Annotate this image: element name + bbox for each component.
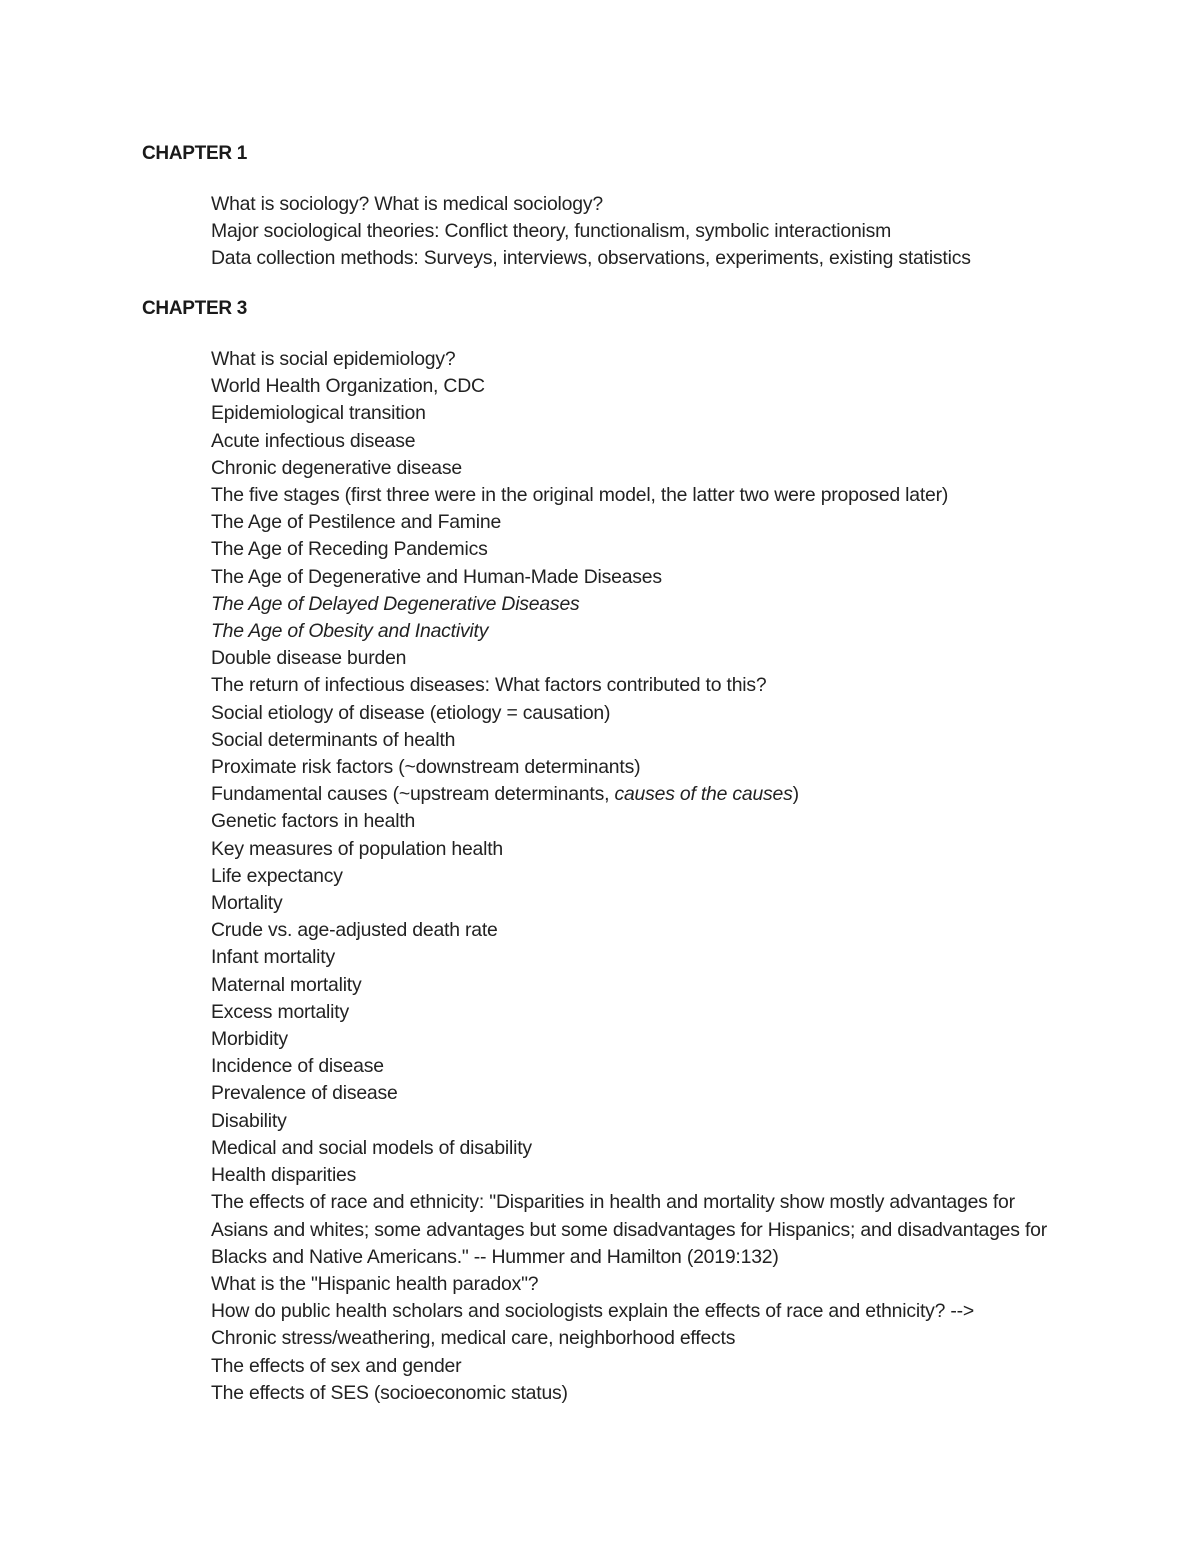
list-item: Data collection methods: Surveys, interviews, observations, experiments, existing statistics bbox=[211, 247, 971, 270]
list-item: Medical and social models of disability bbox=[211, 1136, 532, 1159]
list-item: Chronic degenerative disease bbox=[211, 456, 462, 479]
list-item: Health disparities bbox=[211, 1164, 357, 1187]
list-item: The effects of sex and gender bbox=[211, 1354, 462, 1377]
list-item-fundamental-causes bbox=[211, 781, 1071, 808]
list-item: Maternal mortality bbox=[211, 973, 362, 996]
list-item: Infant mortality bbox=[211, 946, 335, 969]
chapter-1-heading: CHAPTER 1 bbox=[142, 143, 247, 164]
list-item: Social etiology of disease (etiology = causation) bbox=[211, 701, 611, 724]
list-item: Key measures of population health bbox=[211, 837, 503, 860]
list-item: The five stages (first three were in the original model, the latter two were proposed later) bbox=[211, 484, 949, 507]
list-item: How do public health scholars and sociologists explain the effects of race and ethnicity? --> bbox=[211, 1300, 975, 1323]
list-item: Incidence of disease bbox=[211, 1055, 384, 1078]
list-item: The Age of Receding Pandemics bbox=[211, 538, 488, 561]
chapter-3-heading: CHAPTER 3 bbox=[142, 298, 247, 319]
list-item-italic: The Age of Obesity and Inactivity bbox=[211, 620, 489, 643]
list-item: Proximate risk factors (~downstream determinants) bbox=[211, 756, 641, 779]
list-item: Genetic factors in health bbox=[211, 810, 416, 833]
list-item: Prevalence of disease bbox=[211, 1082, 398, 1105]
list-item: Chronic stress/weathering, medical care, neighborhood effects bbox=[211, 1327, 736, 1350]
list-item: Acute infectious disease bbox=[211, 429, 416, 452]
list-item: Excess mortality bbox=[211, 1000, 349, 1023]
causes-of-the-causes-emphasis: causes of the causes bbox=[614, 783, 793, 806]
list-item: The effects of SES (socioeconomic status) bbox=[211, 1381, 568, 1404]
list-item: Double disease burden bbox=[211, 647, 407, 670]
list-item: Crude vs. age-adjusted death rate bbox=[211, 919, 498, 942]
chapter-3-topic-list bbox=[211, 346, 1071, 1407]
list-item: Morbidity bbox=[211, 1028, 288, 1051]
list-item: Life expectancy bbox=[211, 864, 343, 887]
list-item: The return of infectious diseases: What factors contributed to this? bbox=[211, 674, 767, 697]
list-item: The Age of Degenerative and Human-Made Diseases bbox=[211, 565, 662, 588]
list-item: Social determinants of health bbox=[211, 728, 456, 751]
list-item: What is sociology? What is medical sociology? bbox=[211, 193, 603, 215]
list-item: Mortality bbox=[211, 892, 283, 915]
list-item-race-ethnicity-quote: The effects of race and ethnicity: "Disparities in health and mortality show mostly advantages for Asians and whites; some advantages but some disadvantages for Hispanics; and disadvantages for Blacks and Native Americans." -- Hummer and Hamilton (2019:132) bbox=[211, 1191, 1047, 1268]
list-item: What is social epidemiology? bbox=[211, 348, 456, 370]
list-item: The Age of Pestilence and Famine bbox=[211, 511, 502, 534]
list-item: Major sociological theories: Conflict theory, functionalism, symbolic interactionism bbox=[211, 220, 892, 243]
fundamental-causes-text: Fundamental causes (~upstream determinants, bbox=[211, 783, 615, 806]
fundamental-causes-close: ) bbox=[792, 783, 799, 806]
list-item: What is the "Hispanic health paradox"? bbox=[211, 1272, 539, 1295]
list-item: Disability bbox=[211, 1109, 287, 1132]
chapter-1-topic-list bbox=[211, 191, 1071, 273]
list-item: Epidemiological transition bbox=[211, 402, 426, 425]
list-item-italic: The Age of Delayed Degenerative Diseases bbox=[211, 592, 580, 615]
list-item: World Health Organization, CDC bbox=[211, 375, 485, 398]
